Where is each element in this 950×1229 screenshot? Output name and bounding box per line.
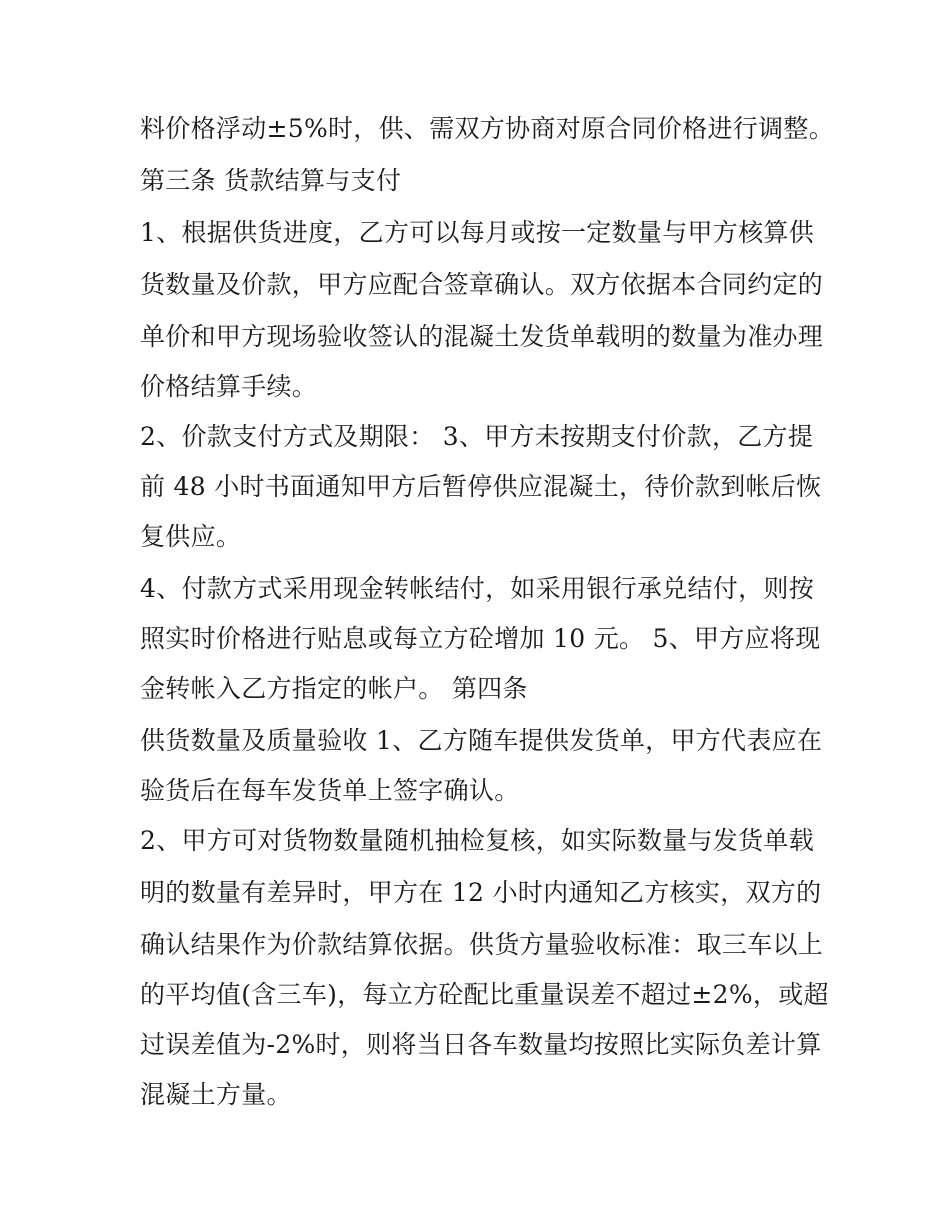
text-line: 单价和甲方现场验收签认的混凝土发货单载明的数量为准办理 — [140, 322, 824, 351]
text-line: 过误差值为-2%时，则将当日各车数量均按照比实际负差计算 — [140, 1030, 822, 1059]
text-line: 1、根据供货进度，乙方可以每月或按一定数量与甲方核算供 — [140, 218, 815, 247]
text-line: 前 48 小时书面通知甲方后暂停供应混凝土，待价款到帐后恢 — [140, 472, 822, 501]
text-line: 明的数量有差异时，甲方在 12 小时内通知乙方核实，双方的 — [140, 878, 822, 907]
text-line: 货数量及价款，甲方应配合签章确认。双方依据本合同约定的 — [140, 270, 824, 299]
text-line: 照实时价格进行贴息或每立方砼增加 10 元。 5、甲方应将现 — [140, 624, 821, 653]
text-line: 2、价款支付方式及期限： 3、甲方未按期支付价款，乙方提 — [140, 422, 814, 451]
text-line: 验货后在每车发货单上签字确认。 — [140, 776, 520, 805]
text-line: 供货数量及质量验收 1、乙方随车提供发货单，甲方代表应在 — [140, 726, 823, 755]
text-line: 4、付款方式采用现金转帐结付，如采用银行承兑结付，则按 — [140, 574, 815, 603]
text-line: 价格结算手续。 — [140, 372, 318, 401]
text-line: 料价格浮动±5%时，供、需双方协商对原合同价格进行调整。 — [140, 114, 835, 143]
text-line: 金转帐入乙方指定的帐户。 第四条 — [140, 674, 528, 703]
text-line: 确认结果作为价款结算依据。供货方量验收标准：取三车以上 — [140, 930, 824, 959]
text-line: 复供应。 — [140, 522, 242, 551]
text-line: 混凝土方量。 — [140, 1080, 292, 1109]
text-line: 的平均值(含三车)，每立方砼配比重量误差不超过±2%，或超 — [140, 980, 829, 1009]
text-line: 2、甲方可对货物数量随机抽检复核，如实际数量与发货单载 — [140, 826, 815, 855]
section-heading: 第三条 货款结算与支付 — [140, 166, 402, 195]
